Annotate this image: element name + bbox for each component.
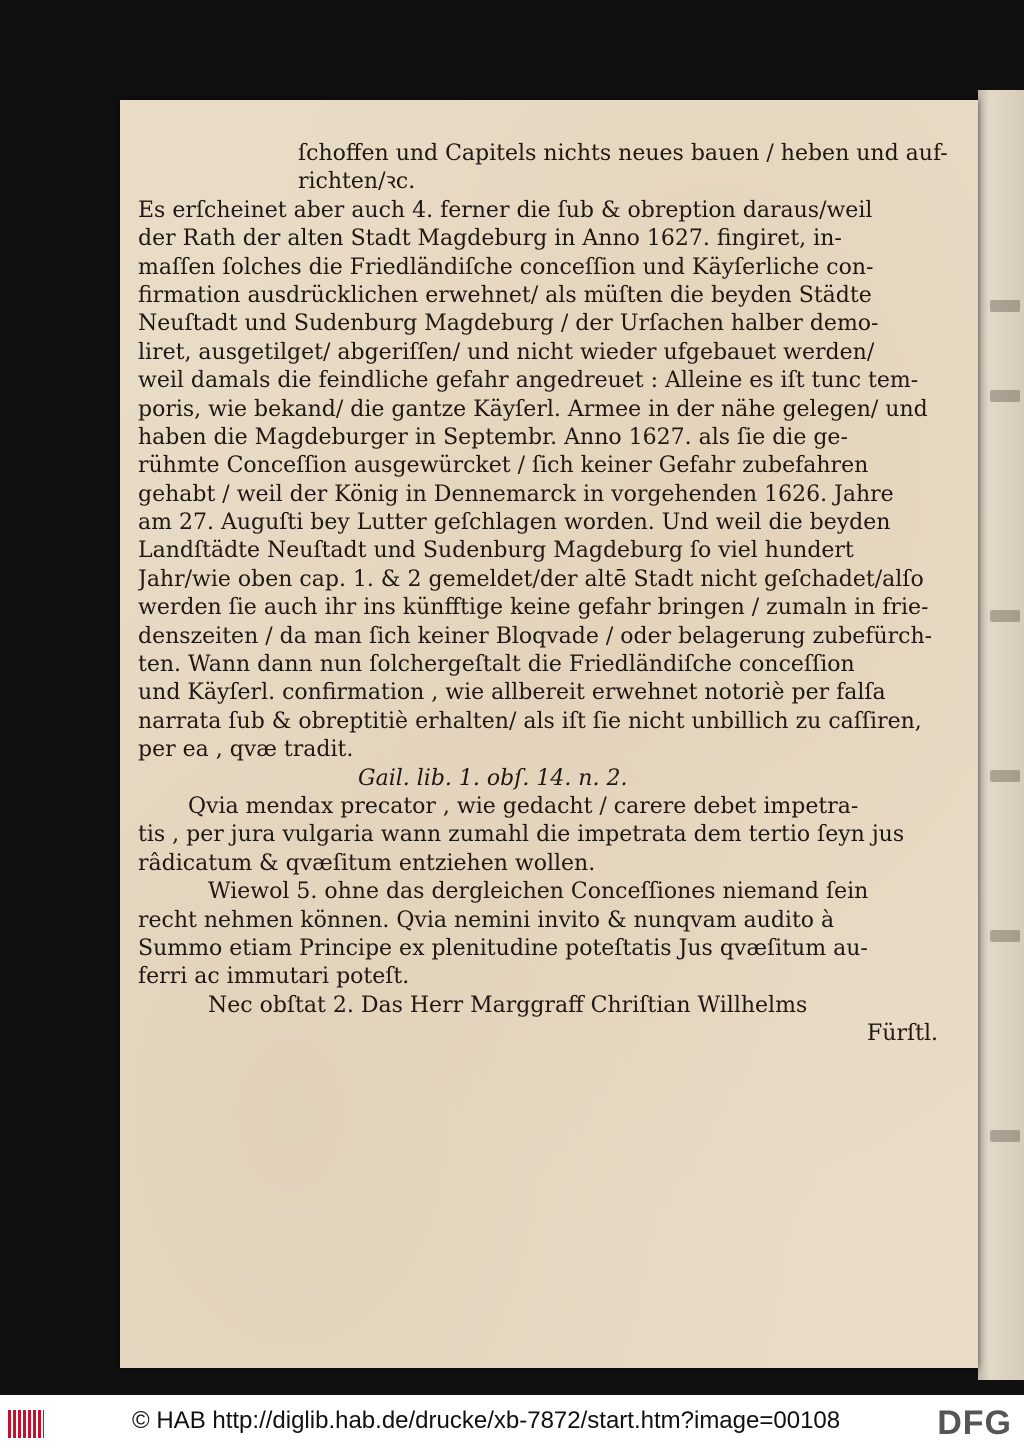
text-line: weil damals die feindliche gefahr angedreuet : Alleine es iſt tunc tem- <box>138 368 919 394</box>
text-line: haben die Magdeburger in Septembr. Anno 1627. als ſie die ge- <box>138 424 848 450</box>
text-line: der Rath der alten Stadt Magdeburg in Anno 1627. fingiret, in- <box>138 226 842 252</box>
text-line: Wiewol 5. ohne das dergleichen Conceſſiones niemand ſein <box>208 879 869 905</box>
text-line: per ea , qvæ tradit. <box>138 737 354 763</box>
page-text <box>138 140 948 1049</box>
text-line: tis , per jura vulgaria wann zumahl die impetrata dem tertio ſeyn jus <box>138 822 905 848</box>
adjacent-text-fragment <box>990 610 1020 622</box>
adjacent-text-fragment <box>990 930 1020 942</box>
text-line: maſſen ſolches die Friedländiſche conceſſion und Käyſerliche con- <box>138 254 874 280</box>
text-line: poris, wie bekand/ die gantze Käyſerl. Armee in der nähe gelegen/ und <box>138 396 928 422</box>
viewer-footer <box>0 1395 1024 1450</box>
text-line: am 27. Auguſti bey Lutter geſchlagen worden. Und weil die beyden <box>138 510 891 536</box>
adjacent-text-fragment <box>990 1130 1020 1142</box>
text-line: ten. Wann dann nun ſolchergeſtalt die Friedländiſche conceſſion <box>138 652 855 678</box>
text-line: firmation ausdrücklichen erwehnet/ als müſten die beyden Städte <box>138 282 872 308</box>
text-line: narrata ſub & obreptitiè erhalten/ als iſt ſie nicht unbillich zu caſſiren, <box>138 708 922 734</box>
text-line: Jahr/wie oben cap. 1. & 2 gemeldet/der altē Stadt nicht geſchadet/alſo <box>138 566 924 592</box>
source-url[interactable]: © HAB http://diglib.hab.de/drucke/xb-7872/start.htm?image=00108 <box>132 1407 841 1434</box>
adjacent-text-fragment <box>990 390 1020 402</box>
text-line: Landſtädte Neuſtadt und Sudenburg Magdeburg ſo viel hundert <box>138 538 854 564</box>
text-line: richten/ꝛc. <box>298 169 416 195</box>
text-line: recht nehmen können. Qvia nemini invito & nunqvam audito à <box>138 907 835 933</box>
text-line: rühmte Conceſſion ausgewürcket / ſich keiner Gefahr zubefahren <box>138 453 869 479</box>
catchword: Fürſtl. <box>867 1021 938 1047</box>
text-line: und Käyſerl. confirmation , wie allbereit erwehnet notoriè per falſa <box>138 680 886 706</box>
citation-line: Gail. lib. 1. obſ. 14. n. 2. <box>358 765 628 791</box>
text-line: Es erſcheinet aber auch 4. ferner die ſub & obreption daraus/weil <box>138 197 873 223</box>
text-line: liret, ausgetilget/ abgeriſſen/ und nicht wieder ufgebauet werden/ <box>138 339 875 365</box>
dfg-logo: DFG <box>937 1404 1012 1442</box>
text-line: Neuſtadt und Sudenburg Magdeburg / der Urſachen halber demo- <box>138 311 879 337</box>
text-line: werden ſie auch ihr ins künfftige keine gefahr bringen / zumaln in frie- <box>138 595 929 621</box>
text-line: Qvia mendax precator , wie gedacht / carere debet impetra- <box>188 793 859 819</box>
text-line: gehabt / weil der König in Dennemarck in vorgehenden 1626. Jahre <box>138 481 894 507</box>
adjacent-page-edge <box>978 90 1024 1380</box>
text-line: denszeiten / da man ſich keiner Bloqvade / oder belagerung zubefürch- <box>138 623 933 649</box>
adjacent-text-fragment <box>990 300 1020 312</box>
text-line: Nec obſtat 2. Das Herr Marggraff Chriſtian Willhelms <box>208 992 808 1018</box>
barcode-icon <box>8 1410 44 1438</box>
text-line: ſchoffen und Capitels nichts neues bauen / heben und auf- <box>298 141 948 166</box>
text-line: ferri ac immutari poteſt. <box>138 964 410 990</box>
text-line: râdicatum & qvæſitum entziehen wollen. <box>138 850 596 876</box>
text-line: Summo etiam Principe ex plenitudine poteſtatis Jus qvæſitum au- <box>138 935 868 961</box>
adjacent-text-fragment <box>990 770 1020 782</box>
